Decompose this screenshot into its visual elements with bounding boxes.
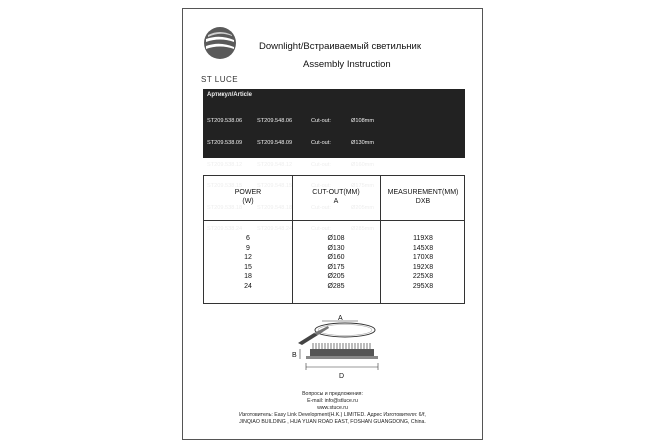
- cutout-label: Cut-out:: [311, 226, 331, 233]
- article-code: ST209.538.24: [207, 226, 243, 233]
- fixture-body-shape: [310, 349, 374, 356]
- table-cell: 18: [244, 273, 252, 281]
- cutout-label: Cut-out:: [311, 140, 331, 147]
- cutout-label: Cut-out:: [311, 204, 331, 211]
- table-cell: 192X8: [412, 263, 434, 271]
- table-divider: [204, 220, 464, 221]
- manufacturer-line: Изготовитель: Easy Link Development(H.K.) LIMITED. Адрес Изготовителя: 6/f,: [239, 412, 426, 418]
- table-cell: 170X8: [412, 254, 434, 262]
- power-column: [204, 234, 292, 292]
- instruction-sheet: [182, 8, 483, 440]
- article-code: ST209.538.06: [207, 118, 243, 125]
- table-cell: 12: [244, 254, 252, 262]
- cutout-value: Ø108mm: [351, 118, 375, 125]
- table-cell: Ø205: [327, 273, 345, 281]
- article-row: [207, 140, 374, 147]
- contact-email: E-mail: info@stluce.ru: [307, 398, 358, 404]
- cutout-label: Cut-out:: [311, 183, 331, 190]
- table-cell: 9: [246, 244, 250, 252]
- spec-table: [203, 175, 465, 304]
- table-cell: 6: [246, 235, 250, 242]
- article-code: ST209.538.15: [207, 183, 243, 190]
- article-code: ST209.538.18: [207, 204, 243, 211]
- cutout-value: Ø205mm: [351, 204, 375, 211]
- contact-website: www.stuce.ru: [317, 405, 348, 411]
- article-code: ST209.538.09: [207, 140, 243, 147]
- article-code: ST209.548.15: [257, 183, 293, 190]
- article-code: ST209.548.12: [257, 161, 293, 168]
- header-power-line1: POWER: [234, 189, 262, 196]
- article-row: [207, 118, 374, 125]
- table-cell: Ø160: [327, 254, 345, 262]
- article-heading: Артикул/Article: [207, 92, 252, 98]
- manufacturer-address: JINQIAO BUILDING , HUA YUAN ROAD EAST, FOSHAN GUANGDONG, China.: [239, 419, 426, 425]
- measurement-column: [380, 234, 466, 292]
- header-cutout-line1: CUT-OUT(MM): [312, 189, 360, 196]
- dimension-label-a: A: [338, 315, 343, 322]
- header-cutout: [292, 188, 380, 206]
- table-cell: Ø175: [327, 263, 345, 271]
- header-measurement: [380, 188, 466, 206]
- brand-name: ST LUCE: [201, 75, 239, 84]
- cutout-label: Cut-out:: [311, 118, 331, 125]
- header-measurement-line2: DXB: [415, 198, 431, 205]
- header-measurement-line1: MEASUREMENT(MM): [387, 189, 459, 196]
- cutout-value: Ø175mm: [351, 183, 375, 190]
- table-cell: 24: [244, 282, 252, 290]
- article-code: ST209.548.09: [257, 140, 293, 147]
- st-luce-logo-icon: [203, 26, 237, 60]
- table-cell: Ø108: [327, 235, 345, 242]
- article-code: ST209.548.18: [257, 204, 293, 211]
- document-title: Downlight/Встраиваемый светильник: [259, 41, 421, 52]
- header-power: [204, 188, 292, 206]
- table-cell: 295X8: [412, 282, 434, 290]
- article-code: ST209.538.12: [207, 161, 243, 168]
- header-power-line2: (W): [242, 198, 254, 205]
- document-subtitle: Assembly Instruction: [303, 59, 391, 70]
- article-code: ST209.548.24: [257, 226, 293, 233]
- cutout-value: Ø130mm: [351, 140, 375, 147]
- header-cutout-line2: A: [333, 198, 339, 205]
- table-cell: 225X8: [412, 273, 434, 281]
- screwdriver-icon: [298, 333, 318, 345]
- dimension-label-d: D: [339, 373, 345, 380]
- article-code: ST209.548.06: [257, 118, 293, 125]
- contact-questions: Вопросы и предложения:: [302, 391, 363, 397]
- table-cell: Ø130: [327, 244, 345, 252]
- cutout-label: Cut-out:: [311, 161, 331, 168]
- dimension-drawing: [288, 315, 393, 383]
- cutout-value: Ø160mm: [351, 161, 375, 168]
- table-cell: 15: [244, 263, 252, 271]
- article-row: [207, 162, 374, 169]
- table-cell: 119X8: [413, 235, 433, 242]
- cutout-column: [292, 234, 380, 292]
- dimension-label-b: B: [292, 352, 297, 359]
- table-cell: 145X8: [412, 244, 434, 252]
- cutout-value: Ø285mm: [351, 226, 375, 233]
- table-cell: Ø285: [327, 282, 345, 290]
